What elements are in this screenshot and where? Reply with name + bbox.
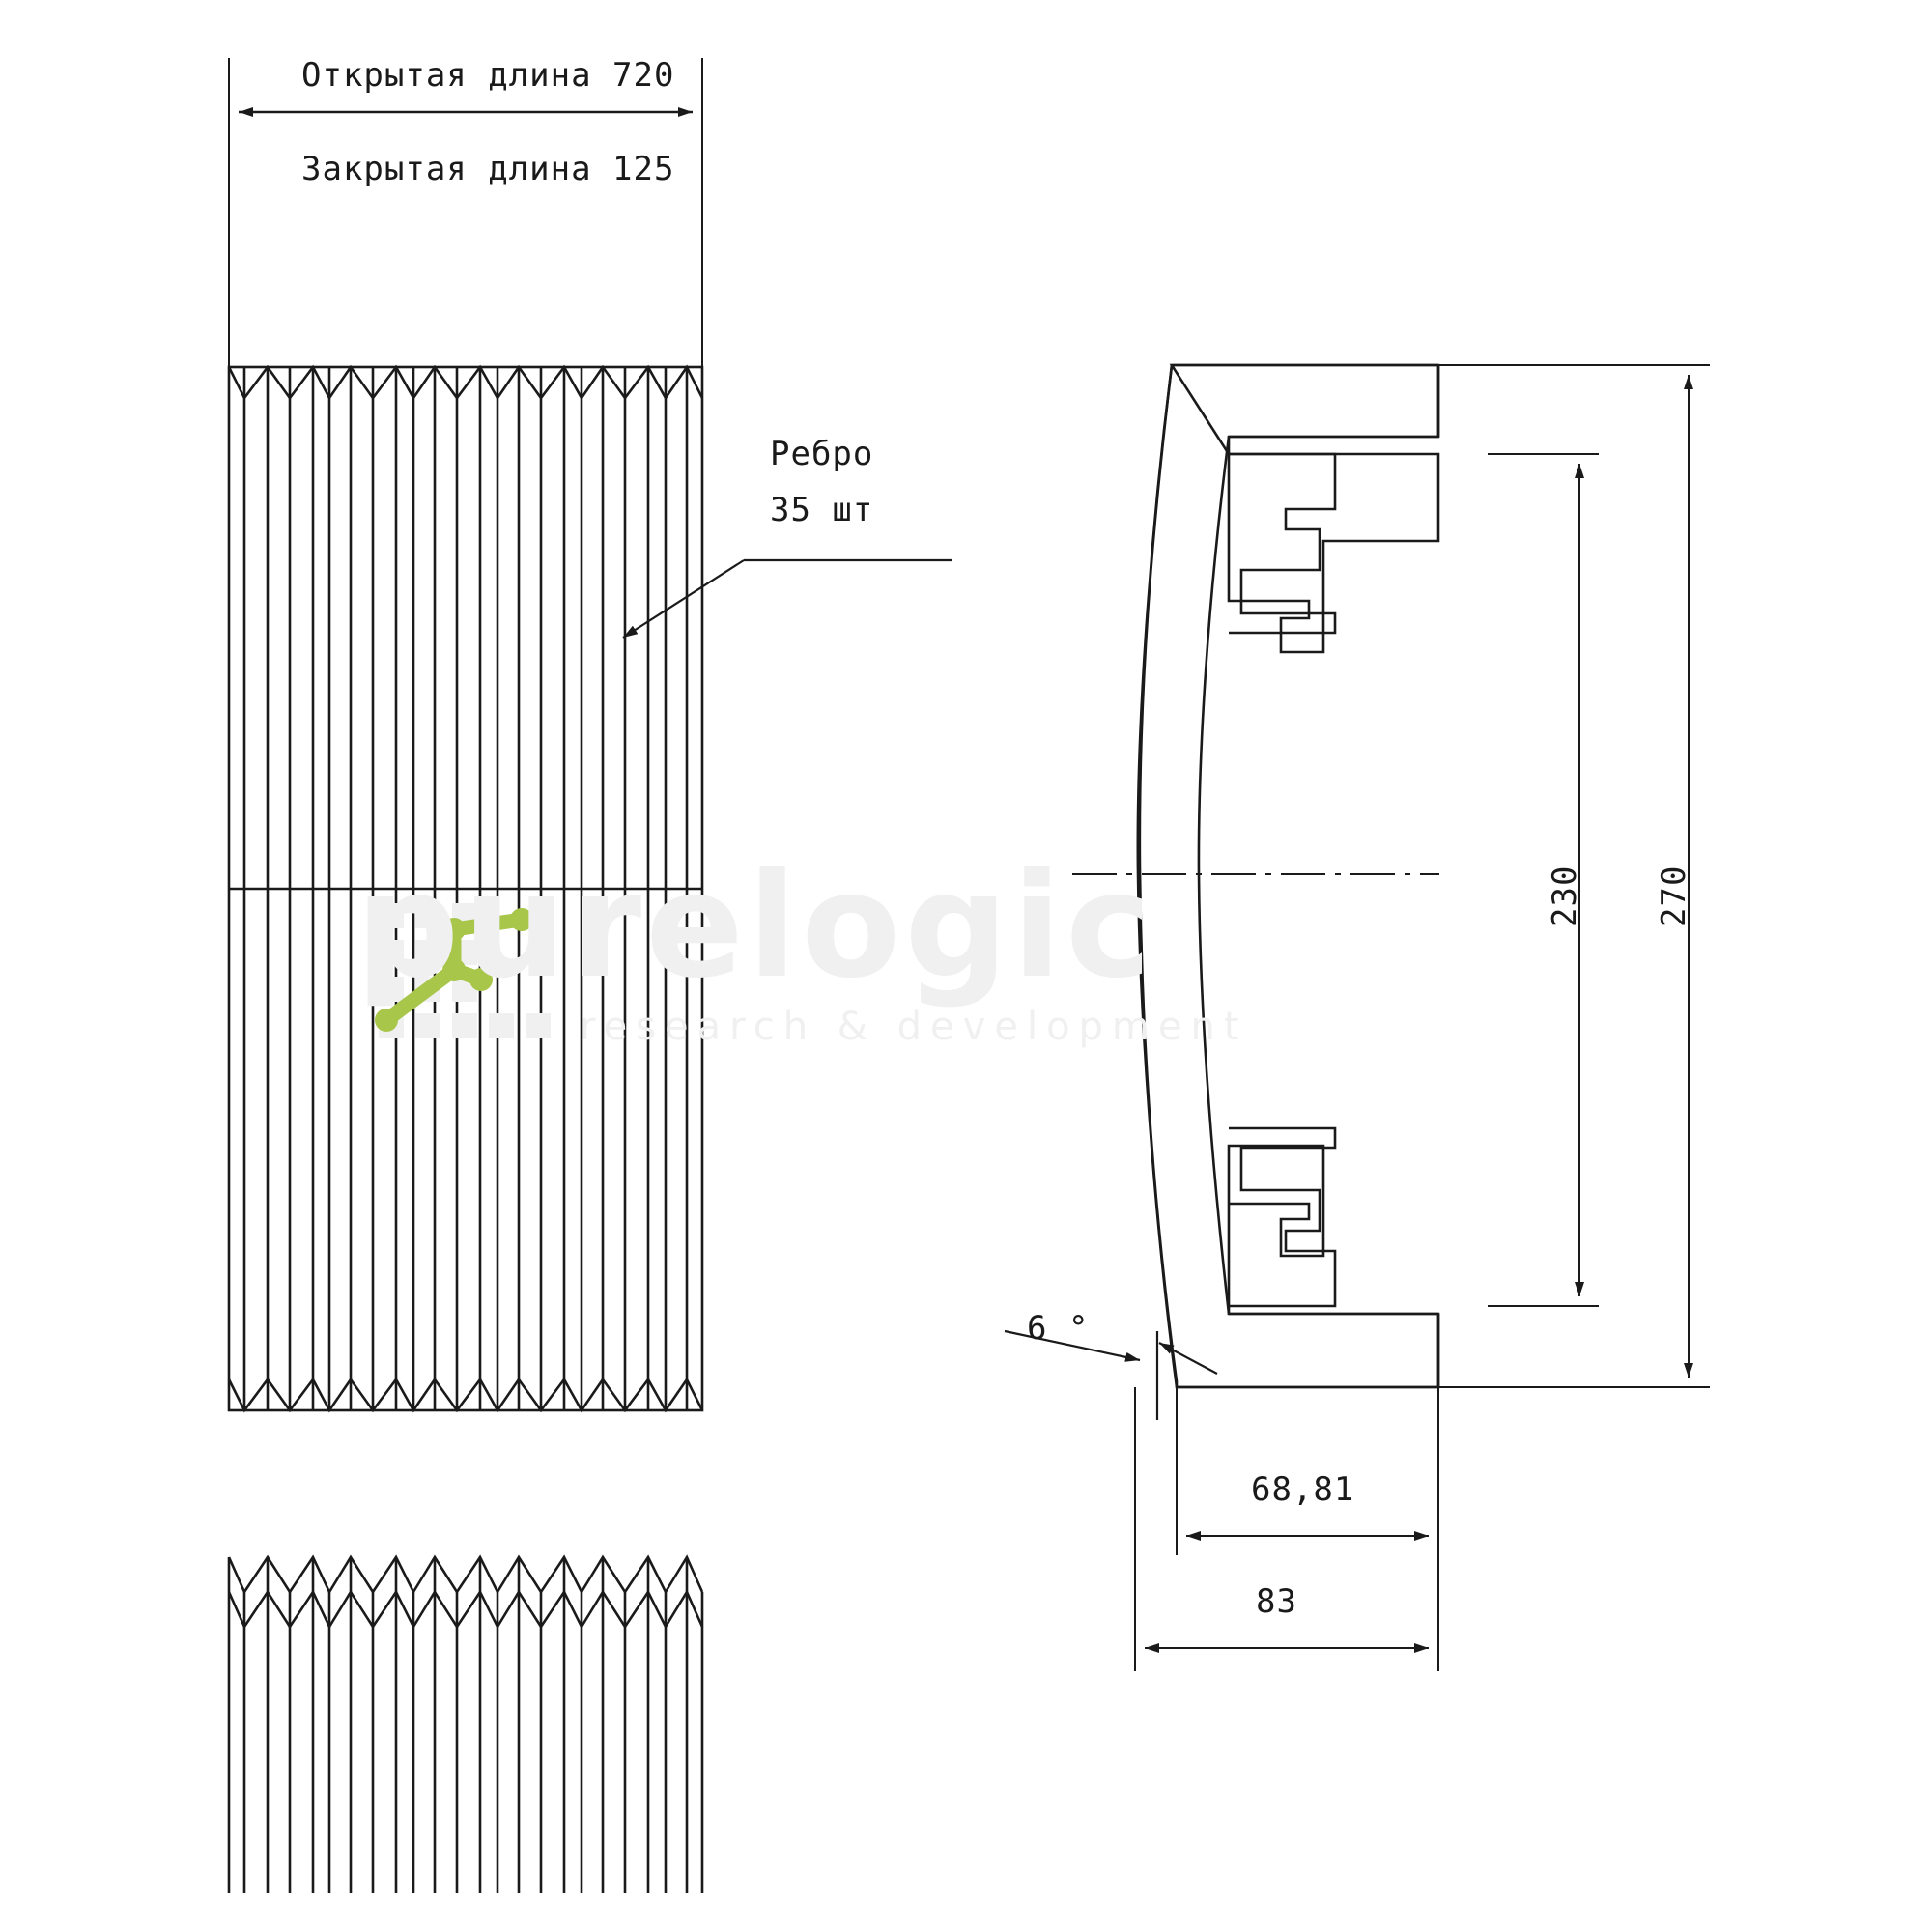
angle-label: 6 °: [1027, 1309, 1090, 1348]
watermark-sub-text: research & development: [580, 1005, 1248, 1049]
dim-68-81-label: 68,81: [1251, 1470, 1355, 1509]
witness-lines: [229, 58, 702, 367]
accordion-edge-view: [229, 1557, 702, 1893]
watermark-logo-mark: [375, 903, 551, 1038]
accordion-front-view: [229, 367, 702, 1410]
dim-open-length-label: Открытая длина 720: [301, 56, 675, 95]
dim-230-label: 230: [1546, 865, 1584, 927]
rib-label-line2: 35 шт: [770, 491, 874, 529]
section-profile-view: [1138, 365, 1438, 1387]
dim-83: [1135, 1387, 1438, 1671]
dim-closed-length-label: Закрытая длина 125: [301, 150, 675, 188]
dim-83-label: 83: [1256, 1582, 1297, 1621]
rib-leader: [623, 560, 952, 638]
watermark-main-text: purelogic: [355, 842, 1156, 1010]
dim-270-label: 270: [1655, 865, 1693, 927]
rib-label-line1: Ребро: [770, 435, 874, 473]
